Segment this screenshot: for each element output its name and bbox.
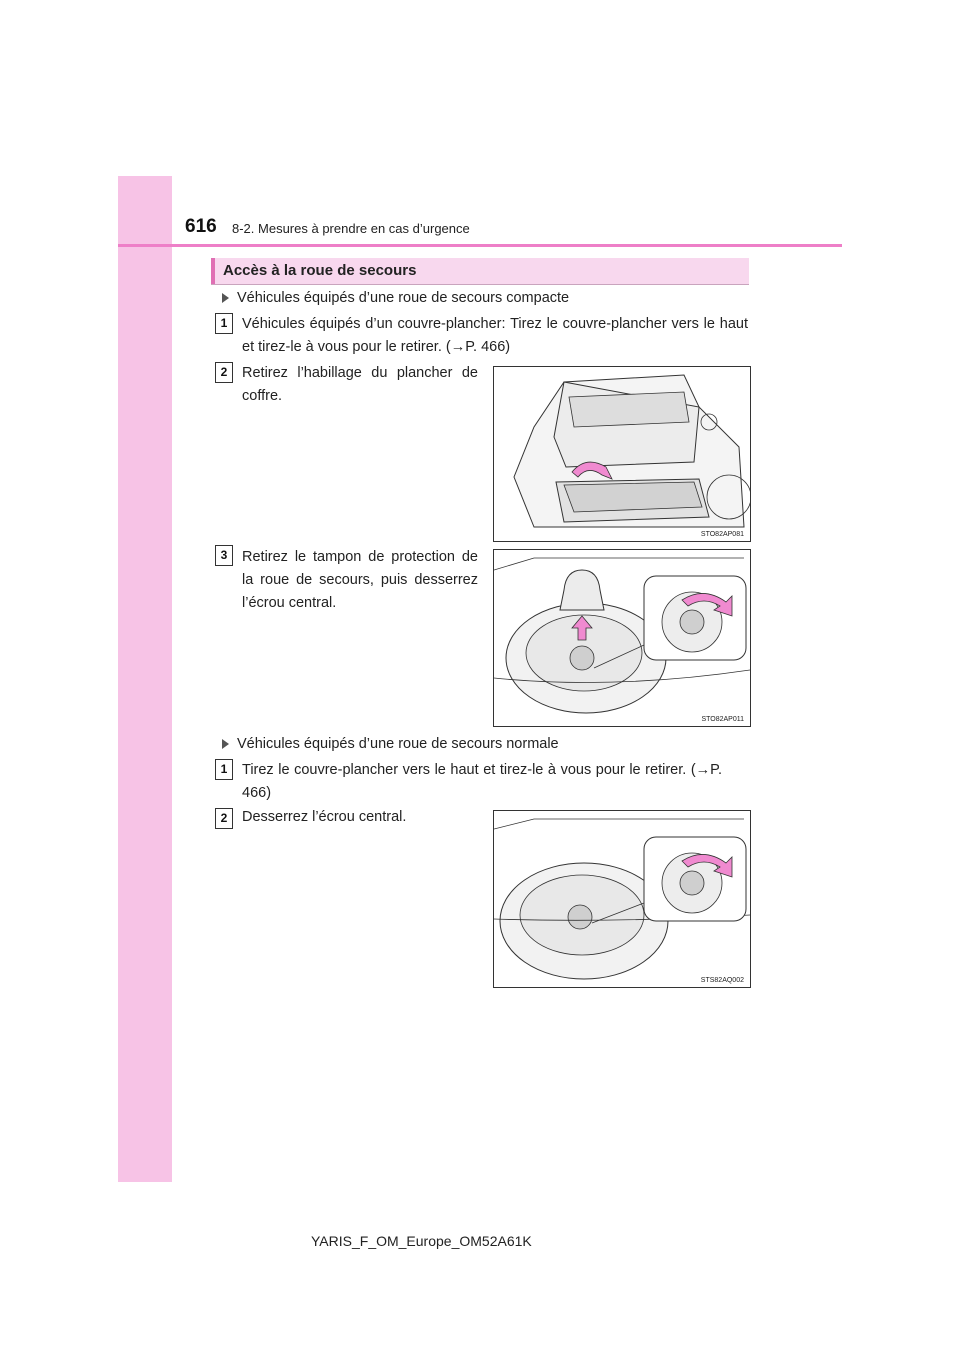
section-title-bar	[211, 258, 749, 285]
step-text: Desserrez l’écrou central.	[242, 809, 407, 825]
normal-heading: Véhicules équipés d’une roue de secours normale	[222, 736, 559, 752]
step-number-3: 3	[215, 545, 233, 566]
step-text: Retirez le tampon de protection de la roue de secours, puis desserrez l’écrou central.	[242, 549, 478, 611]
figure-code: STO82AP081	[700, 531, 744, 538]
step-number-1: 1	[215, 759, 233, 780]
triangle-bullet-icon	[222, 739, 229, 749]
header-rule	[118, 244, 842, 247]
step-text: Véhicules équipés d’un couvre-plancher: Tirez le couvre-plancher vers le haut et tirez-le à vous pour le retirer. (→P. 466)	[242, 316, 748, 355]
page-number: 616	[185, 216, 217, 237]
chapter-title: 8-2. Mesures à prendre en cas d’urgence	[232, 221, 470, 236]
spare-wheel-compact-figure	[493, 549, 751, 727]
section-title: Accès à la roue de secours	[223, 262, 417, 279]
trunk-board-figure	[493, 366, 751, 542]
step-text: Tirez le couvre-plancher vers le haut et tirez-le à vous pour le retirer. (→P. 466)	[242, 762, 722, 801]
step-number-2: 2	[215, 362, 233, 383]
side-thumb-strip	[118, 176, 172, 1182]
footer-doc-id: YARIS_F_OM_Europe_OM52A61K	[311, 1233, 532, 1249]
spare-wheel-normal-figure	[493, 810, 751, 988]
figure-code: STS82AQ002	[700, 977, 744, 984]
step-number-1: 1	[215, 313, 233, 334]
step-text: Retirez l’habillage du plancher de coffre.	[242, 365, 478, 404]
triangle-bullet-icon	[222, 293, 229, 303]
step-number-2: 2	[215, 808, 233, 829]
section-bar-accent	[211, 258, 215, 284]
figure-code: STO82AP011	[701, 716, 744, 723]
compact-heading: Véhicules équipés d’une roue de secours compacte	[222, 290, 569, 306]
